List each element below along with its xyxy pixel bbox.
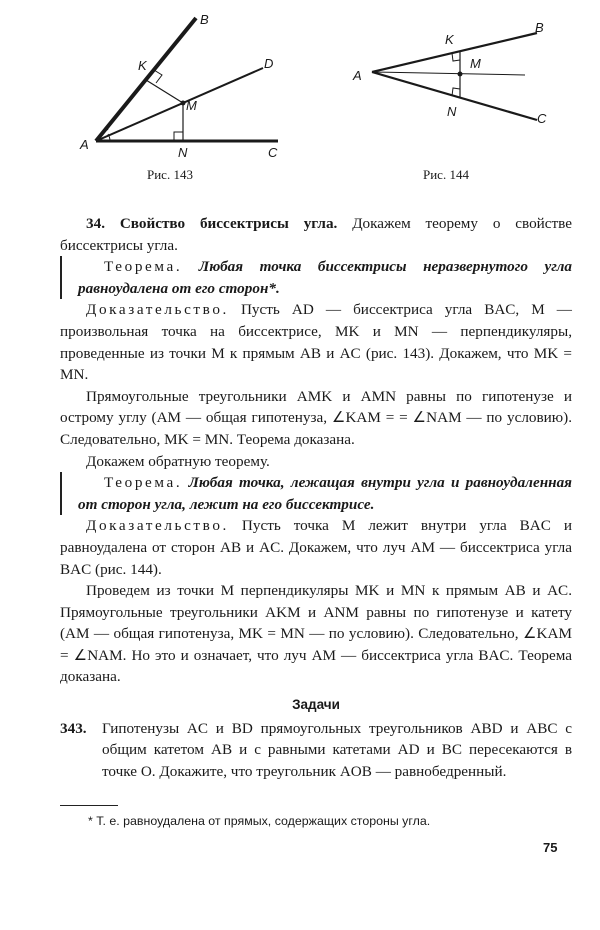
figure-143-caption: Рис. 143 — [147, 167, 193, 182]
fig144-label-B: B — [535, 20, 544, 35]
fig144-label-N: N — [447, 104, 457, 119]
proof-2-word: Доказательство. — [86, 517, 229, 535]
fig143-label-N: N — [178, 145, 188, 158]
footnote: * Т. е. равноудалена от прямых, содержащих стороны угла. — [88, 814, 431, 828]
figure-143-drawing — [78, 8, 298, 158]
proof-2 — [60, 515, 572, 580]
task-343-text: Гипотенузы AC и BD прямоугольных треугольников ABD и ABC с общим катетом AB и с равными катетами AD и BC пересекаются в точке O. Докажите, что треугольник AOB — равнобедренный. — [102, 719, 572, 780]
figure-143 — [78, 8, 298, 158]
main-text — [60, 213, 572, 782]
section-title: 34. Свойство биссектрисы угла. — [86, 215, 338, 232]
proof-2-text: Пусть точка M лежит внутри угла BAC и равноудалена от сторон AB и AC. Докажем, что луч AM — биссектриса угла BAC (рис. 144). — [60, 517, 572, 578]
figure-144-drawing — [345, 8, 565, 128]
theorem-2-text: Любая точка, лежащая внутри угла и равноудаленная от сторон угла, лежит на его биссектрисе. — [78, 474, 572, 513]
page-number: 75 — [543, 840, 558, 855]
theorem-1-word: Теорема. — [104, 258, 183, 276]
fig144-label-M: M — [470, 56, 481, 71]
fig143-label-C: C — [268, 145, 278, 158]
fig143-label-M: M — [186, 98, 197, 113]
theorem-1-text: Любая точка биссектрисы неразвернутого угла равноудалена от его сторон*. — [78, 258, 572, 297]
footnote-divider — [60, 805, 118, 806]
fig144-label-C: C — [537, 111, 547, 126]
proof-1-word: Доказательство. — [86, 301, 229, 319]
tasks-heading: Задачи — [292, 697, 340, 713]
proof-1-text: Пусть AD — биссектриса угла BAC, M — произвольная точка на биссектрисе, MK и MN — перпендикуляры, проведенные из точки M к прямым AB и AC (рис. 143). Докажем, что MK = MN. — [60, 301, 572, 384]
paragraph-2: Докажем обратную теорему. — [86, 452, 270, 470]
theorem-1 — [60, 256, 572, 299]
fig143-label-D: D — [264, 56, 274, 71]
fig144-label-A: A — [353, 68, 362, 83]
fig143-label-B: B — [200, 12, 209, 27]
section-paragraph — [60, 213, 572, 256]
section-intro: Докажем теорему о свойстве биссектрисы угла. — [60, 215, 572, 254]
task-343 — [60, 718, 572, 783]
figure-144 — [345, 8, 565, 128]
fig143-label-A: A — [80, 137, 89, 152]
proof-1 — [60, 299, 572, 385]
theorem-2-word: Теорема. — [104, 474, 183, 492]
paragraph-3: Проведем из точки M перпендикуляры MK и MN к прямым AB и AC. Прямоугольные треугольники AKM и ANM равны по гипотенузе и катету (AM — общая гипотенуза, MK = MN — по условию). Следовательно, ∠KAM = ∠NAM. Но это и означает, что луч AM — биссектриса угла BAC. Теорема доказана. — [60, 582, 572, 686]
theorem-2 — [60, 472, 572, 515]
task-343-number: 343. — [60, 719, 87, 737]
fig143-label-K: K — [138, 58, 147, 73]
paragraph-1: Прямоугольные треугольники AMK и AMN равны по гипотенузе и острому углу (AM — общая гипотенуза, ∠KAM = = ∠NAM — по условию). Следовательно, MK = MN. Теорема доказана. — [60, 387, 572, 448]
figure-144-caption: Рис. 144 — [423, 167, 469, 182]
fig144-label-K: K — [445, 32, 454, 47]
